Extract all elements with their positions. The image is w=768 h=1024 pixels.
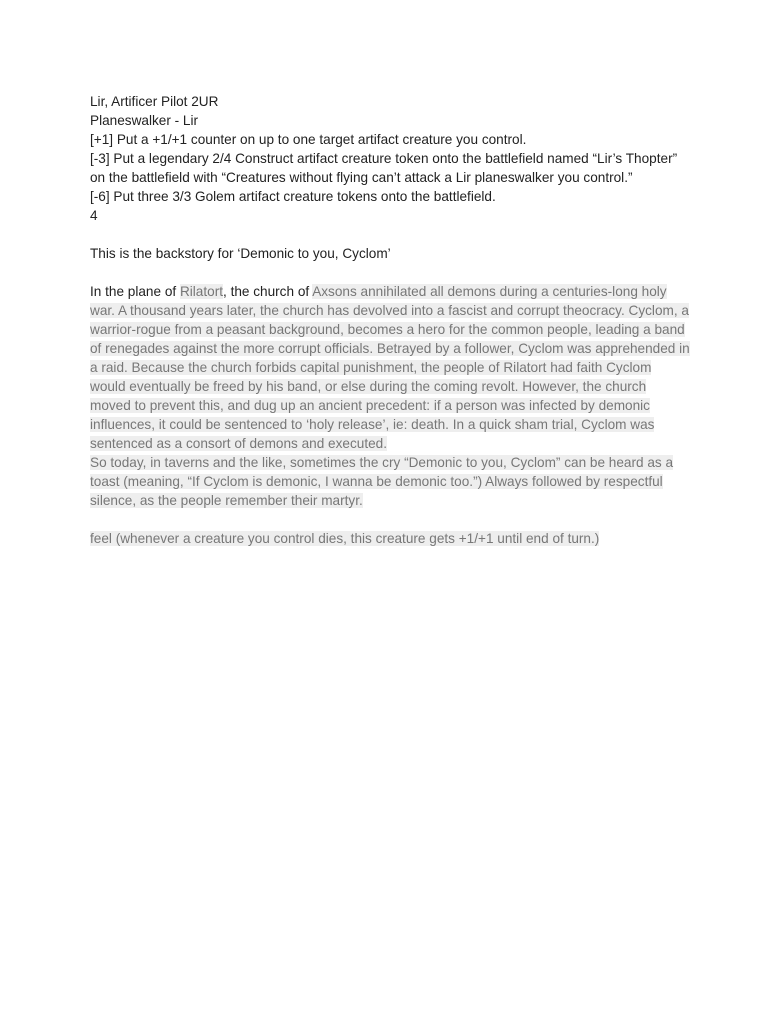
story-toast: So today, in taverns and the like, sometimes the cry “Demonic to you, Cyclom” can be heard as a toast (meaning, “If Cyclom is demonic, I wanna be demonic too.”) Always followed by respectful silence, as the people remember their martyr. [90, 455, 674, 508]
plane-name: Rilatort [179, 284, 224, 299]
card-name-line: Lir, Artificer Pilot 2UR [90, 94, 219, 109]
intro-prefix: In the plane of [90, 284, 180, 299]
ability-plus-one: [+1] Put a +1/+1 counter on up to one target artifact creature you control. [90, 132, 527, 147]
story-body: Axsons annihilated all demons during a centuries-long holy war. A thousand years later, the church has devolved into a fascist and corrupt theocracy. Cyclom, a warrior-rogue from a peasant background, becomes a hero for the common people, leading a band of renegades against the more corrupt officials. Betrayed by a follower, Cyclom was apprehended in a raid. Because the church forbids capital punishment, the people of Rilatort had faith Cyclom would eventually be freed by his band, or else during the coming revolt. However, the church moved to prevent this, and dug up an ancient precedent: if a person was infected by demonic influences, it could be sentenced to ‘holy release’, ie: death. In a quick sham trial, Cyclom was sentenced as a consort of demons and executed. [90, 284, 690, 451]
ability-minus-six: [-6] Put three 3/3 Golem artifact creature tokens onto the battlefield. [90, 189, 496, 204]
spacer [90, 510, 690, 529]
loyalty-value: 4 [90, 208, 98, 223]
backstory-heading: This is the backstory for ‘Demonic to you, Cyclom’ [90, 246, 391, 261]
toast-paragraph [90, 453, 690, 510]
feel-keyword-text: feel (whenever a creature you control dies, this creature gets +1/+1 until end of turn.) [90, 531, 600, 546]
spacer [90, 225, 690, 244]
spacer [90, 263, 690, 282]
card-type-line: Planeswalker - Lir [90, 113, 199, 128]
keyword-paragraph [90, 529, 690, 548]
backstory-paragraph [90, 282, 690, 453]
ability-minus-three: [-3] Put a legendary 2/4 Construct artifact creature token onto the battlefield named “Lir’s Thopter” on the battlefield with “Creatures without flying can’t attack a Lir planeswalker you control.” [90, 151, 681, 185]
intro-middle: , the church of [223, 284, 313, 299]
document-body [90, 92, 690, 548]
